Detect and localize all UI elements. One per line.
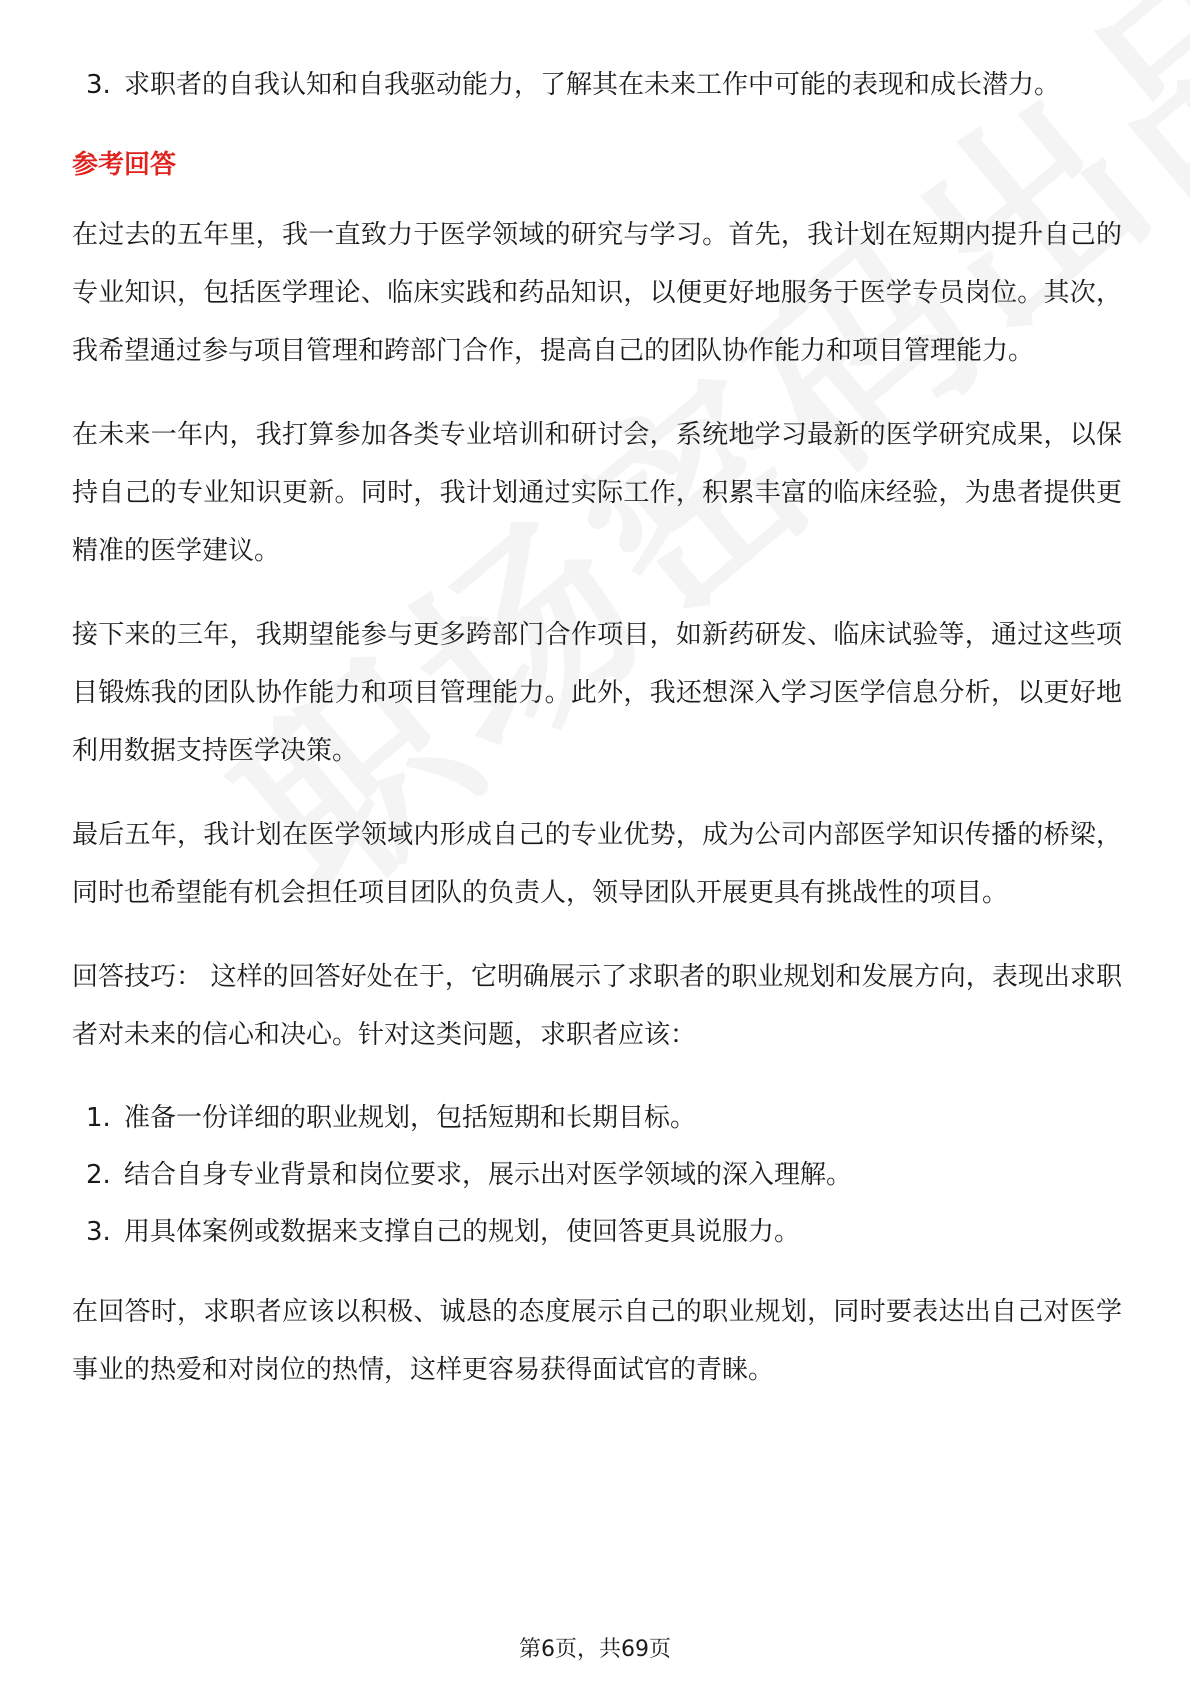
list-item (72, 56, 1122, 114)
list-item (72, 1147, 1122, 1204)
list-item-number: 3. (86, 70, 111, 100)
tips-list (72, 1090, 1122, 1261)
paragraph: 接下来的三年，我期望能参与更多跨部门合作项目，如新药研发、临床试验等，通过这些项目锻炼我的团队协作能力和项目管理能力。此外，我还想深入学习医学信息分析，以更好地利用数据支持医学决策。 (72, 620, 1122, 766)
list-item-number: 3. (86, 1217, 111, 1247)
page-content (72, 56, 1122, 1425)
paragraph: 在过去的五年里，我一直致力于医学领域的研究与学习。首先，我计划在短期内提升自己的专业知识，包括医学理论、临床实践和药品知识，以便更好地服务于医学专员岗位。其次，我希望通过参与项目管理和跨部门合作，提高自己的团队协作能力和项目管理能力。 (72, 220, 1122, 366)
answer-heading: 参考回答 (72, 150, 177, 180)
list-item-number: 2. (86, 1160, 111, 1190)
list-item (72, 1204, 1122, 1261)
list-item-text: 求职者的自我认知和自我驱动能力，了解其在未来工作中可能的表现和成长潜力。 (124, 70, 1061, 100)
list-item-text: 用具体案例或数据来支撑自己的规划，使回答更具说服力。 (124, 1217, 801, 1247)
list-item-text: 结合自身专业背景和岗位要求，展示出对医学领域的深入理解。 (124, 1160, 853, 1190)
list-item-number: 1. (86, 1103, 111, 1133)
paragraph: 在未来一年内，我打算参加各类专业培训和研讨会，系统地学习最新的医学研究成果，以保持自己的专业知识更新。同时，我计划通过实际工作，积累丰富的临床经验，为患者提供更精准的医学建议。 (72, 420, 1122, 566)
list-item (72, 1090, 1122, 1147)
tips-intro: 回答技巧： 这样的回答好处在于，它明确展示了求职者的职业规划和发展方向，表现出求职者对未来的信心和决心。针对这类问题，求职者应该： (72, 962, 1122, 1050)
paragraph: 最后五年，我计划在医学领域内形成自己的专业优势，成为公司内部医学知识传播的桥梁，同时也希望能有机会担任项目团队的负责人，领导团队开展更具有挑战性的项目。 (72, 820, 1122, 908)
closing-paragraph: 在回答时，求职者应该以积极、诚恳的态度展示自己的职业规划，同时要表达出自己对医学事业的热爱和对岗位的热情，这样更容易获得面试官的青睐。 (72, 1297, 1122, 1385)
page-number: 第6页，共69页 (519, 1637, 671, 1662)
list-item-text: 准备一份详细的职业规划，包括短期和长期目标。 (124, 1103, 697, 1133)
